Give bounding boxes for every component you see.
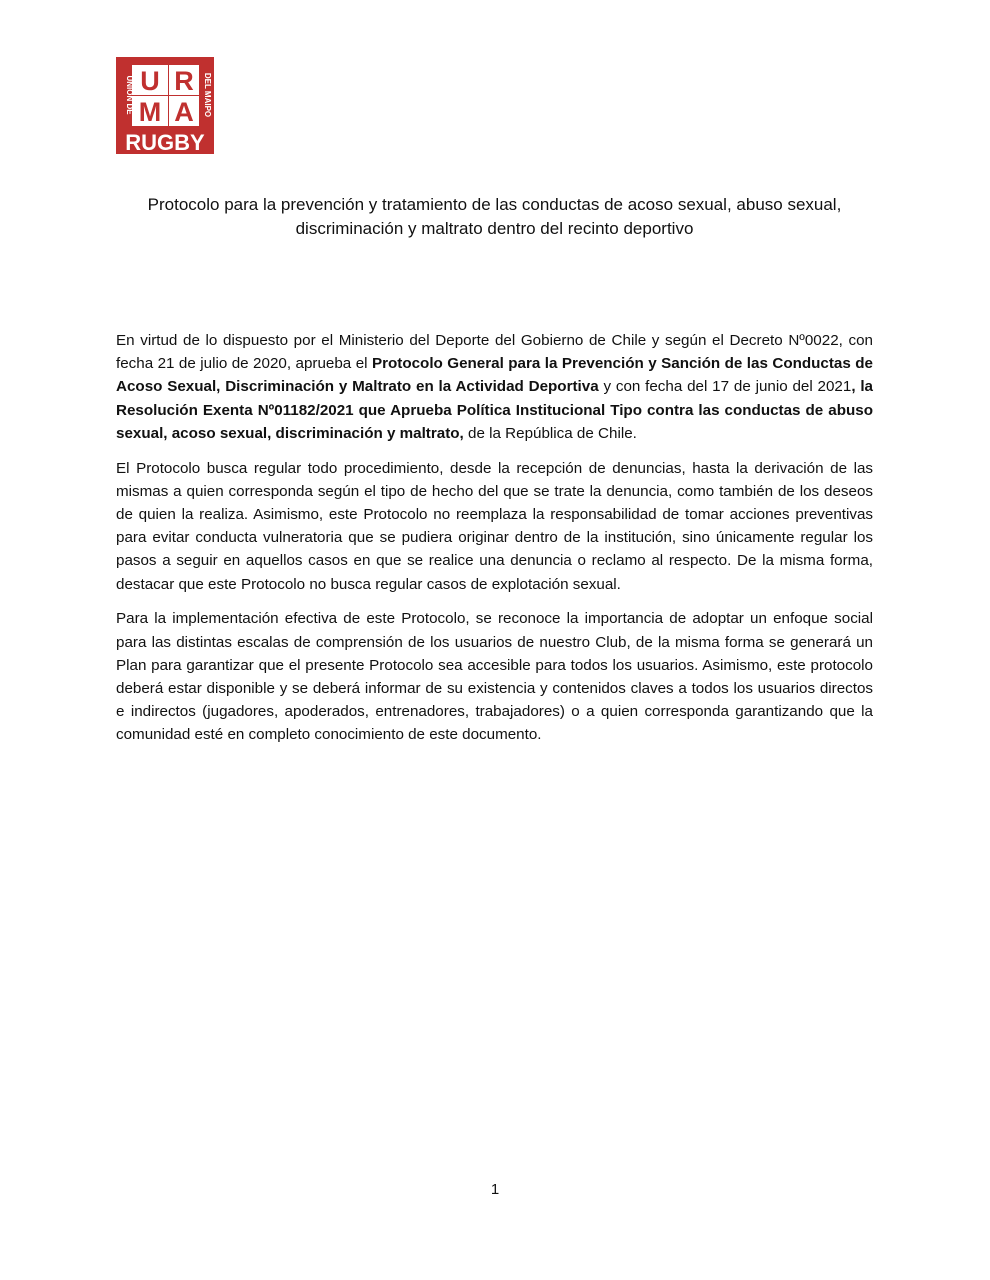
club-logo (116, 57, 214, 154)
logo-side-text-right: DEL MAIPO (203, 72, 212, 118)
document-title (116, 193, 873, 241)
paragraph-1-text-2: y con fecha del 17 de junio del 2021 (598, 378, 852, 396)
page-number: 1 (490, 1181, 500, 1198)
logo-letter-a: A (174, 97, 194, 127)
paragraph-2: El Protocolo busca regular todo procedimiento, desde la recepción de denuncias, hasta la derivación de las mismas a quien corresponda según el tipo de hecho del que se trate la denuncia, como también de los deseos de quien la realiza. Asimismo, este Protocolo no reemplaza la responsabilidad de tomar acciones preventivas para evitar conducta vulneratoria que se pudiera originar dentro de la institución, sino únicamente regular los pasos a seguir en aquellos casos en que se realice una denuncia o reclamo al respecto. De la misma forma, destacar que este Protocolo no busca regular casos de explotación sexual. (116, 459, 873, 593)
paragraph-1-text-3: de la República de Chile. (463, 424, 637, 442)
logo-side-text-left: UNION DE (125, 75, 134, 115)
document-body (116, 329, 873, 758)
paragraph-1-text-1: En virtud de lo dispuesto por el Ministerio del Deporte del Gobierno de Chile y según el Decreto Nº0022, con fecha 21 de julio de 2020, aprueba el (116, 332, 873, 373)
logo-letter-r: R (174, 66, 194, 96)
paragraph-3: Para la implementación efectiva de este Protocolo, se reconoce la importancia de adoptar un enfoque social para las distintas escalas de comprensión de los usuarios de nuestro Club, de la misma forma se generará un Plan para garantizar que el presente Protocolo sea accesible para todos los usuarios. Asimismo, este protocolo deberá estar disponible y se deberá informar de su existencia y contenidos claves a todos los usuarios directos e indirectos (jugadores, apoderados, entrenadores, trabajadores) o a quien corresponda garantizando que la comunidad esté en completo conocimiento de este documento. (116, 610, 873, 744)
logo-bottom-text: RUGBY (125, 130, 205, 154)
paragraph-1 (116, 329, 873, 445)
document-title-line-2: discriminación y maltrato dentro del recinto deportivo (295, 219, 694, 238)
logo-letter-m: M (138, 97, 162, 127)
document-title-line-1: Protocolo para la prevención y tratamiento de las conductas de acoso sexual, abuso sexual, (147, 195, 842, 214)
logo-letter-u: U (140, 66, 160, 96)
paragraph-1-bold-2: , la Resolución Exenta Nº01182/2021 que Aprueba Política Institucional Tipo contra las conductas de abuso sexual, acoso sexual, discriminación y maltrato, (116, 378, 874, 442)
club-logo-graphic (116, 57, 214, 154)
paragraph-1-bold-1: Protocolo General para la Prevención y Sanción de las Conductas de Acoso Sexual, Discriminación y Maltrato en la Actividad Deportiva (116, 355, 873, 396)
